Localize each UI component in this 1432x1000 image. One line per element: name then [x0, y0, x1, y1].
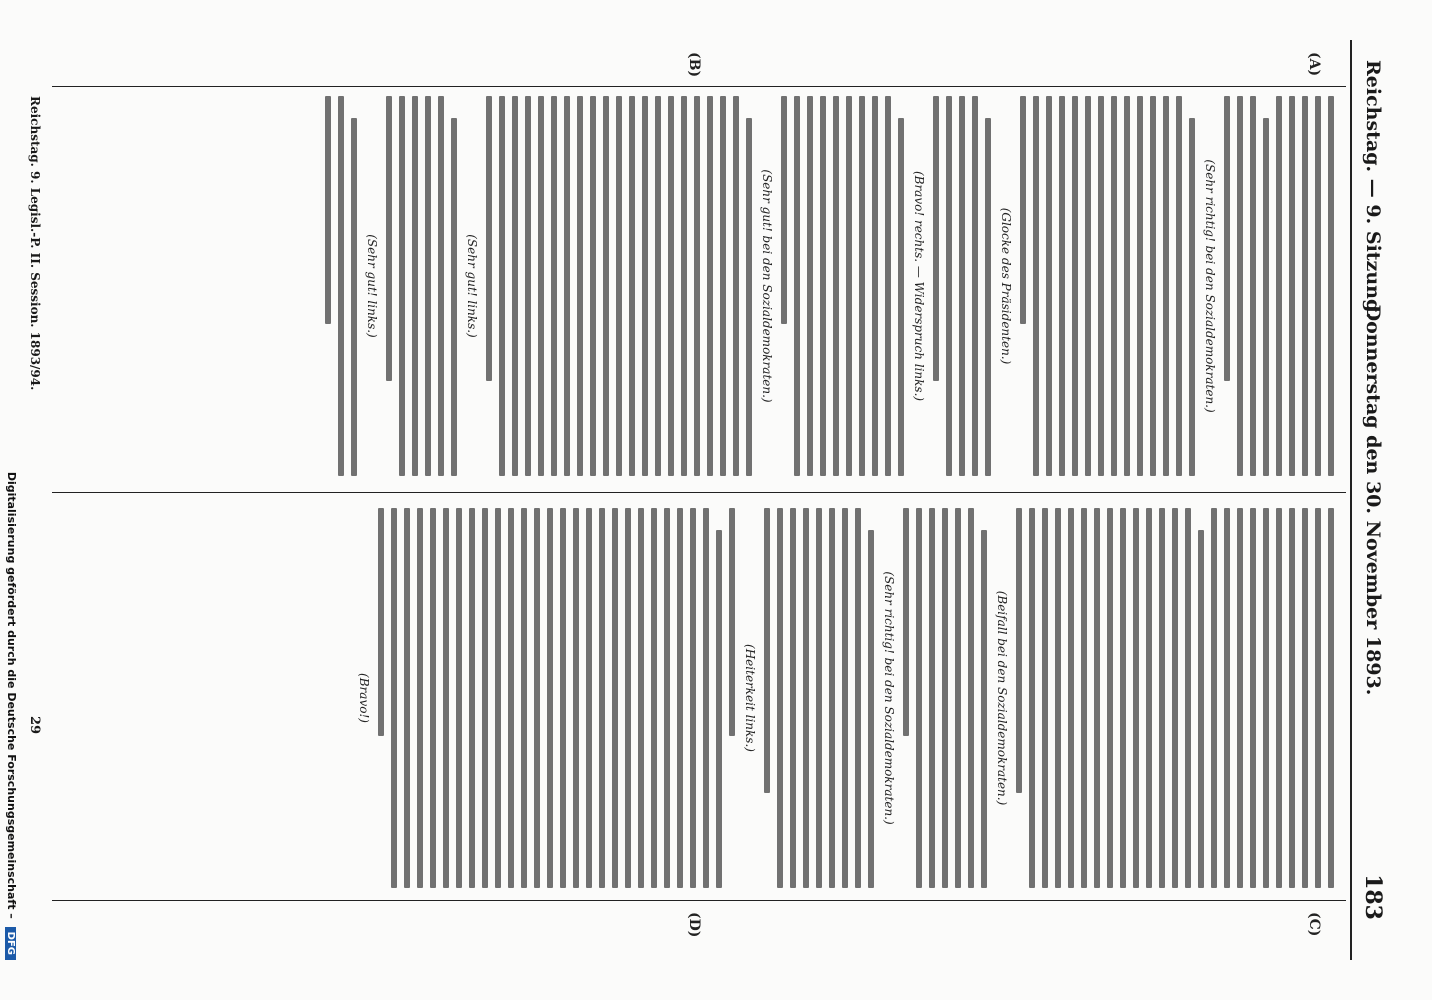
text-line [846, 96, 852, 476]
text-line [538, 96, 544, 476]
text-line [1094, 508, 1100, 888]
text-line [547, 508, 553, 888]
footer-session-note: Reichstag. 9. Legisl.-P. II. Session. 1893/94. [28, 96, 42, 391]
text-line [1250, 96, 1256, 476]
page-number: 183 [1360, 874, 1386, 920]
text-line [1120, 508, 1126, 888]
column-divider [52, 492, 1346, 493]
text-line [1172, 508, 1178, 888]
text-line [1016, 508, 1022, 793]
interjection: (Beifall bei den Sozialdemokraten.) [995, 590, 1009, 806]
header-date: Donnerstag den 30. November 1893. [1362, 304, 1384, 696]
page-footer [22, 96, 42, 960]
interjection: (Sehr gut! links.) [365, 234, 379, 338]
header-left-title: Reichstag. — 9. Sitzung. [1362, 60, 1384, 319]
text-line [456, 508, 462, 888]
text-line [412, 96, 418, 476]
text-line [586, 508, 592, 888]
left-border [52, 86, 1346, 87]
text-line [746, 118, 752, 476]
interjection: (Sehr gut! links.) [465, 234, 479, 338]
text-line [338, 96, 344, 476]
text-line [495, 508, 501, 888]
text-line [820, 96, 826, 476]
text-line [1237, 508, 1243, 888]
text-line [378, 508, 384, 736]
text-line [1055, 508, 1061, 888]
text-line [690, 508, 696, 888]
text-line [1211, 508, 1217, 888]
text-line [781, 96, 787, 324]
text-line [703, 508, 709, 888]
text-line [807, 96, 813, 476]
text-line [1198, 530, 1204, 888]
text-line [898, 118, 904, 476]
text-line [794, 96, 800, 476]
text-line [1189, 118, 1195, 476]
text-line [885, 96, 891, 476]
text-line [694, 96, 700, 476]
text-line [1263, 118, 1269, 476]
text-line [599, 508, 605, 888]
text-line [1250, 508, 1256, 888]
text-line [451, 118, 457, 476]
text-line [664, 508, 670, 888]
text-line [720, 96, 726, 476]
text-line [829, 508, 835, 888]
text-line [482, 508, 488, 888]
text-line [764, 508, 770, 793]
text-line [942, 508, 948, 888]
text-line [1328, 96, 1334, 476]
text-line [1315, 508, 1321, 888]
text-line [1289, 96, 1295, 476]
text-line [981, 530, 987, 888]
text-line [1046, 96, 1052, 476]
text-line [551, 96, 557, 476]
text-line [612, 508, 618, 888]
text-line [425, 96, 431, 476]
text-line [430, 508, 436, 888]
text-line [803, 508, 809, 888]
text-line [499, 96, 505, 476]
header-rule [1350, 40, 1352, 960]
text-line [1289, 508, 1295, 888]
text-line [351, 118, 357, 476]
text-line [972, 96, 978, 476]
text-line [603, 96, 609, 476]
text-line [1159, 508, 1165, 888]
text-line [681, 96, 687, 476]
text-line [946, 96, 952, 476]
interjection: (Bravo!) [357, 673, 371, 723]
text-line [1276, 508, 1282, 888]
margin-marker-b: (B) [686, 52, 702, 78]
dfg-logo: DFG [5, 927, 16, 960]
text-line [955, 508, 961, 888]
text-line [521, 508, 527, 888]
right-column [70, 508, 1340, 888]
text-line [386, 96, 392, 381]
text-line [625, 508, 631, 888]
text-line [629, 96, 635, 476]
text-line [577, 96, 583, 476]
text-line [443, 508, 449, 888]
text-line [1124, 96, 1130, 476]
text-line [512, 96, 518, 476]
text-line [1263, 508, 1269, 888]
margin-marker-c: (C) [1306, 912, 1322, 937]
text-line [1107, 508, 1113, 888]
text-line [486, 96, 492, 381]
text-line [469, 508, 475, 888]
text-line [1029, 508, 1035, 888]
text-line [985, 118, 991, 476]
text-line [1111, 96, 1117, 476]
text-line [859, 96, 865, 476]
text-line [668, 96, 674, 476]
text-line [417, 508, 423, 888]
text-line [616, 96, 622, 476]
interjection: (Bravo! rechts. — Widerspruch links.) [912, 170, 926, 402]
text-line [1150, 96, 1156, 476]
digitization-credit [0, 40, 18, 960]
text-line [1033, 96, 1039, 476]
text-line [1081, 508, 1087, 888]
text-line [1176, 96, 1182, 476]
text-line [1068, 508, 1074, 888]
text-line [968, 508, 974, 888]
text-line [733, 96, 739, 476]
right-border [52, 900, 1346, 901]
text-line [855, 508, 861, 888]
text-line [707, 96, 713, 476]
text-line [404, 508, 410, 888]
text-line [655, 96, 661, 476]
text-line [790, 508, 796, 888]
text-line [1328, 508, 1334, 888]
interjection: (Heiterkeit links.) [743, 644, 757, 752]
interjection: (Glocke des Präsidenten.) [999, 207, 1013, 365]
text-line [1315, 96, 1321, 476]
text-line [729, 508, 735, 736]
text-line [1098, 96, 1104, 476]
text-line [1302, 508, 1308, 888]
margin-marker-a: (A) [1306, 52, 1322, 77]
running-header [1358, 40, 1388, 960]
text-line [638, 508, 644, 888]
credit-text: Digitalisierung gefördert durch die Deutsche Forschungsgemeinschaft – [5, 471, 18, 919]
text-line [508, 508, 514, 888]
text-line [1276, 96, 1282, 476]
text-line [325, 96, 331, 324]
text-line [399, 96, 405, 476]
text-line [642, 96, 648, 476]
text-line [573, 508, 579, 888]
text-line [1137, 96, 1143, 476]
text-line [777, 508, 783, 888]
text-line [868, 530, 874, 888]
text-line [916, 508, 922, 888]
text-line [816, 508, 822, 888]
text-line [1133, 508, 1139, 888]
text-line [525, 96, 531, 476]
text-line [1085, 96, 1091, 476]
text-line [1020, 96, 1026, 324]
text-line [903, 508, 909, 736]
left-column [70, 96, 1340, 476]
text-line [1224, 96, 1230, 381]
text-line [959, 96, 965, 476]
text-line [1302, 96, 1308, 476]
text-line [560, 508, 566, 888]
margin-marker-d: (D) [686, 912, 702, 938]
text-line [1072, 96, 1078, 476]
text-line [872, 96, 878, 476]
text-line [929, 508, 935, 888]
text-line [833, 96, 839, 476]
interjection: (Sehr richtig! bei den Sozialdemokraten.) [882, 571, 896, 825]
text-line [651, 508, 657, 888]
text-line [438, 96, 444, 476]
text-line [1059, 96, 1065, 476]
text-line [1042, 508, 1048, 888]
text-line [677, 508, 683, 888]
text-line [842, 508, 848, 888]
footer-sheet-number: 29 [27, 716, 42, 735]
text-line [564, 96, 570, 476]
text-line [1146, 508, 1152, 888]
text-line [1224, 508, 1230, 888]
text-line [716, 530, 722, 888]
interjection: (Sehr gut! bei den Sozialdemokraten.) [760, 169, 774, 403]
text-line [590, 96, 596, 476]
text-line [933, 96, 939, 381]
text-line [1163, 96, 1169, 476]
text-line [534, 508, 540, 888]
text-line [391, 508, 397, 888]
text-line [1185, 508, 1191, 888]
text-line [1237, 96, 1243, 476]
interjection: (Sehr richtig! bei den Sozialdemokraten.) [1203, 159, 1217, 413]
